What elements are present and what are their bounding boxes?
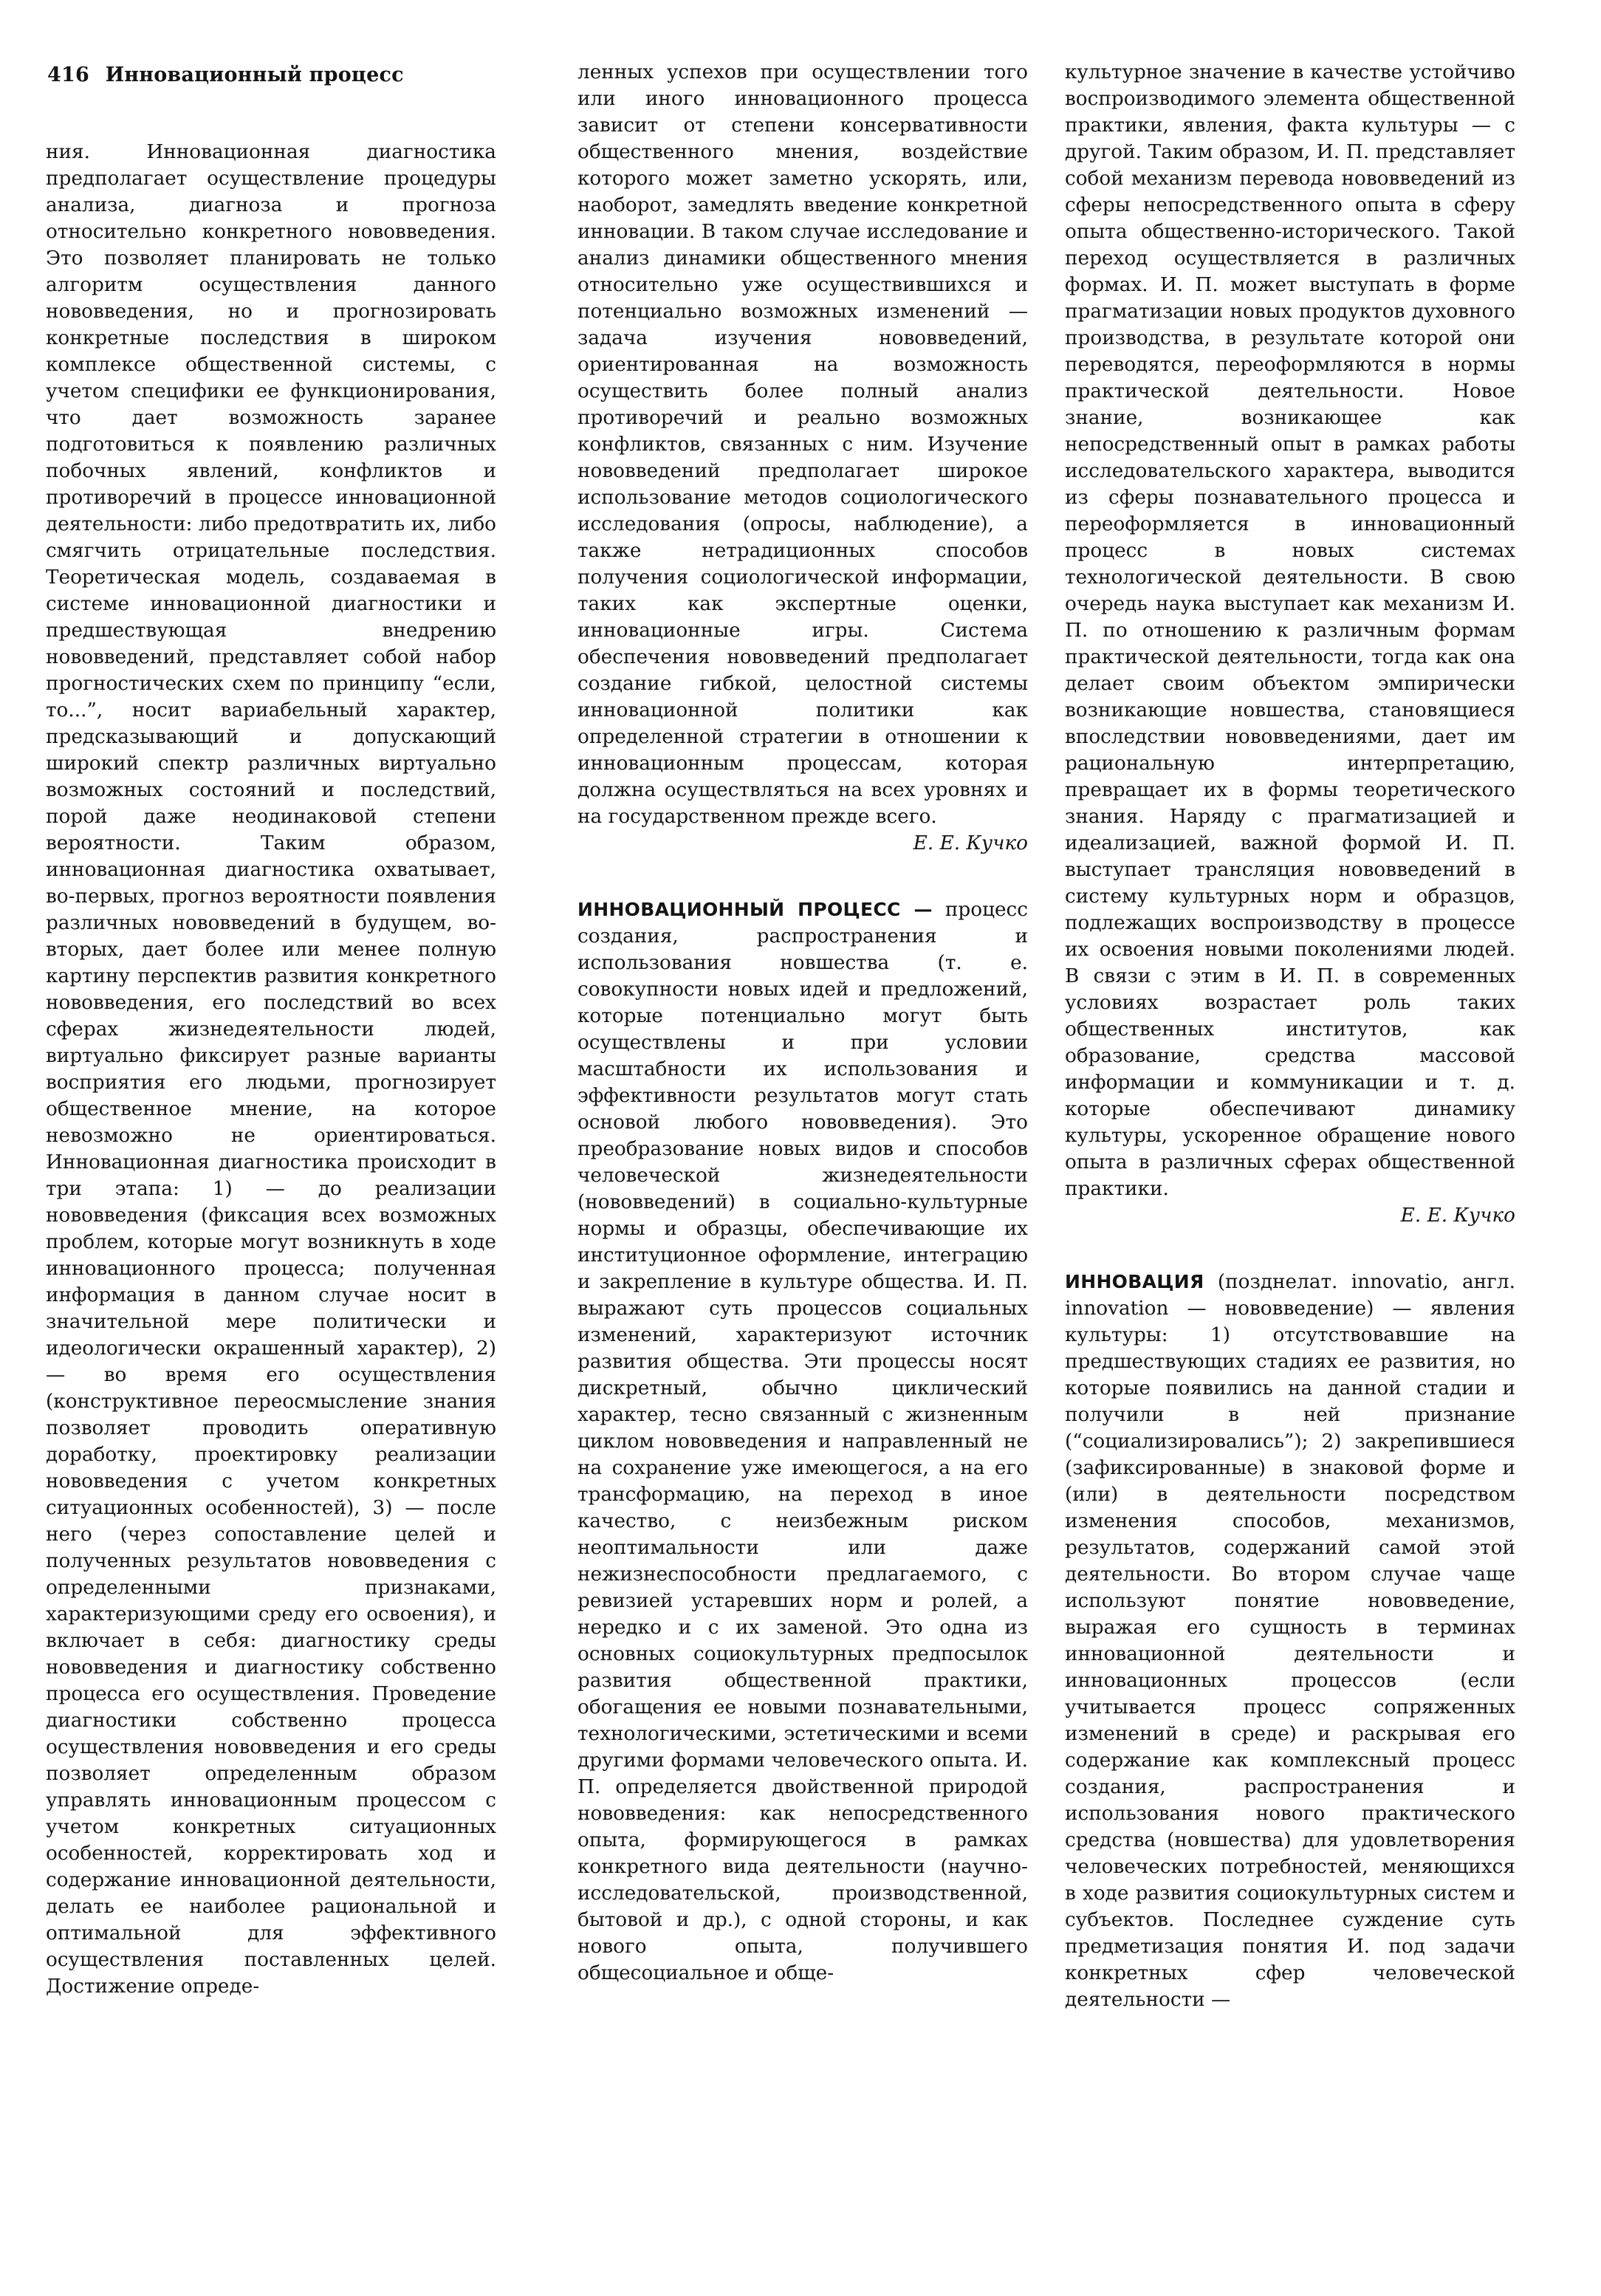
author-signature: Е. Е. Кучко <box>1400 1204 1515 1227</box>
running-header <box>47 64 404 86</box>
body-text: ния. Инновационная диагностика предполагает осуществление процедуры анализа, диагноза и прогноза относительно конкретного нововведения. Это позволяет планировать не только алгоритм осуществления данного нововведения, но и прогнозировать конкретные последствия в широком комплексе общественной системы, с учетом специфики ее функционирования, что дает возможность заранее подготовиться к появлению различных побочных явлений, конфликтов и противоречий в процессе инновационной деятельности: либо предотвратить их, либо смягчить отрицательные последствия. Теоретическая модель, создаваемая в системе инновационной диагностики и предшествующая внедрению нововведений, представляет собой набор прогностических схем по принципу “если, то...”, носит вариабельный характер, предсказывающий и допускающий широкий спектр различных виртуально возможных состояний и последствий, порой даже неодинаковой степени вероятности. Таким образом, инновационная диагностика охватывает, во-первых, прогноз вероятности появления различных нововведений в будущем, во-вторых, дает более или менее полную картину перспектив развития конкретного нововведения, его последствий во всех сферах жизнедеятельности людей, виртуально фиксирует разные варианты восприятия его людьми, прогнозирует общественное мнение, на которое невозможно не ориентироваться. Инновационная диагностика происходит в три этапа: 1) — до реализации нововведения (фиксация всех возможных проблем, которые могут возникнуть в ходе инновационного процесса; полученная информация в данном случае носит в значительной мере политически и идеологически окрашенный характер), 2) — во время его осуществления (конструктивное переосмысление знания позволяет проводить оперативную доработку, проектировку реализации нововведения с учетом конкретных ситуационных особенностей), 3) — после него (через сопоставление целей и полученных результатов нововведения с определенными признаками, характеризующими среду его освоения), и включает в себя: диагностику среды нововведения и диагностику собственно процесса его осуществления. Проведение диагностики собственно процесса осуществления нововведения и его среды позволяет определенным образом управлять инновационным процессом с учетом конкретных ситуационных особенностей, корректировать ход и содержание инновационной деятельности, делать ее наиболее рациональной и оптимальной для эффективного осуществления поставленных целей. Достижение опреде- <box>46 141 496 1998</box>
entry-headword: ИННОВАЦИОННЫЙ ПРОЦЕСС — <box>577 899 933 920</box>
entry-separator <box>577 857 1028 897</box>
entry-text: процесс создания, распространения и использования новшества (т. е. совокупности новых идей и предложений, которые потенциально могут быть осуществлены и при условии масштабности их использования и эффективности результатов могут стать основой любого нововведения). Это преобразование новых видов и способов человеческой жизнедеятельности (нововведений) в социально-культурные нормы и образцы, обеспечивающие их институционное оформление, интеграцию и закрепление в культуре общества. И. П. выражают суть процессов социальных изменений, характеризуют источник развития общества. Эти процессы носят дискретный, обычно циклический характер, тесно связанный с жизненным циклом нововведения и направленный не на сохранение уже имеющегося, а на его трансформацию, на переход в иное качество, с неизбежным риском неоптимальности или даже нежизнеспособности предлагаемого, с ревизией устаревших норм и ролей, а нередко и с их заменой. Это одна из основных социокультурных предпосылок развития общественной практики, обогащения ее новыми познавательными, технологическими, эстетическими и всеми другими формами человеческого опыта. И. П. определяется двойственной природой нововведения: как непосредственного опыта, формирующегося в рамках конкретного вида деятельности (научно-исследовательской, производственной, бытовой и др.), с одной стороны, и как нового опыта, получившего общесоциальное и обще- <box>577 899 1028 1984</box>
body-text: ленных успехов при осуществлении того или иного инновационного процесса зависит от степени консервативности общественного мнения, воздействие которого может заметно ускорять, или, наоборот, замедлять введение конкретной инновации. В таком случае исследование и анализ динамики общественного мнения относительно уже осуществившихся и потенциально возможных изменений — задача изучения нововведений, ориентированная на возможность осуществить более полный анализ противоречий и реально возможных конфликтов, связанных с ним. Изучение нововведений предполагает широкое использование методов социологического исследования (опросы, наблюдение), а также нетрадиционных способов получения социологической информации, таких как экспертные оценки, инновационные игры. Система обеспечения нововведений предполагает создание гибкой, целостной системы инновационной политики как определенной стратегии в отношении к инновационным процессам, которая должна осуществляться на всех уровнях и на государственном прежде всего. <box>577 61 1028 828</box>
dictionary-entry <box>577 897 1028 1987</box>
author-signature: Е. Е. Кучко <box>913 832 1028 854</box>
running-title: Инновационный процесс <box>105 64 404 86</box>
dictionary-entry <box>1065 1269 1515 2013</box>
column-1 <box>46 139 496 2000</box>
column-3 <box>1065 59 1515 2013</box>
entry-headword: ИННОВАЦИЯ <box>1065 1271 1204 1292</box>
body-text: культурное значение в качестве устойчиво воспроизводимого элемента общественной практики, явления, факта культуры — с другой. Таким образом, И. П. представляет собой механизм перевода нововведений из сферы непосредственного опыта в сферу опыта общественно-исторического. Такой переход осуществляется в различных формах. И. П. может выступать в форме прагматизации новых продуктов духовного производства, в результате которой они переводятся, переоформляются в нормы практической деятельности. Новое знание, возникающее как непосредственный опыт в рамках работы исследовательского характера, выводится из сферы познавательного процесса и переоформляется в инновационный процесс в новых системах технологической деятельности. В свою очередь наука выступает как механизм И. П. по отношению к различным формам практической деятельности, тогда как она делает своим объектом эмпирически возникающие новшества, становящиеся впоследствии нововведениями, дает им рациональную интерпретацию, превращает их в формы теоретического знания. Наряду с прагматизацией и идеализацией, важной формой И. П. выступает трансляция нововведений в систему культурных норм и образцов, подлежащих воспроизводству в процессе их освоения новыми поколениями людей. В связи с этим в И. П. в современных условиях возрастает роль таких общественных институтов, как образование, средства массовой информации и коммуникации и т. д. которые обеспечивают динамику культуры, ускоренное обращение нового опыта в различных сферах общественной практики. <box>1065 61 1515 1200</box>
entry-text: (позднелат. innovatio, англ. innovation — нововведение) — явления культуры: 1) отсутствовавшие на предшествующих стадиях ее развития, но которые появились на данной стадии и получили в ней признание (“социализировались”); 2) закрепившиеся (зафиксированные) в знаковой форме и (или) в деятельности посредством изменения способов, механизмов, результатов, содержаний самой этой деятельности. Во втором случае чаще используют понятие нововведение, выражая его сущность в терминах инновационной деятельности и инновационных процессов (если учитывается процесс сопряженных изменений в среде) и раскрывая его содержание как комплексный процесс создания, распространения и использования нового практического средства (новшества) для удовлетворения человеческих потребностей, меняющихся в ходе развития социокультурных систем и субъектов. Последнее суждение суть предметизация понятия И. под задачи конкретных сфер человеческой деятельности — <box>1065 1271 1516 2011</box>
entry-separator <box>1065 1229 1515 1269</box>
column-2 <box>577 59 1028 1987</box>
page-number: 416 <box>47 64 89 86</box>
